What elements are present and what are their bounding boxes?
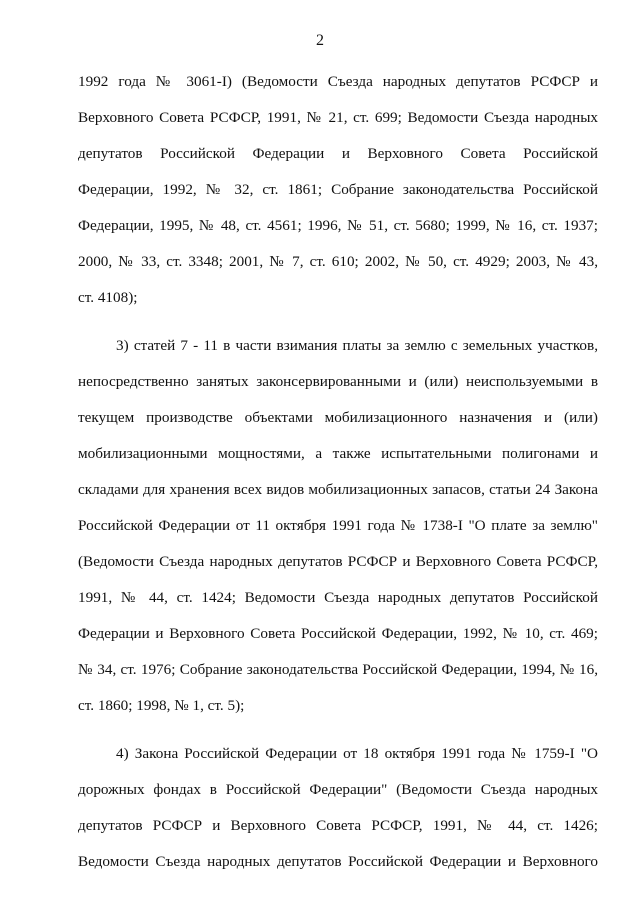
paragraph-continuation [78,64,598,316]
text-line: депутатов РСФСР и Верховного Совета РСФСР, 1991, № 44, ст. 1426; [78,817,598,834]
text-line: Верховного Совета РСФСР, 1991, № 21, ст. 699; Ведомости Съезда народных [78,109,598,126]
text-line: депутатов Российской Федерации и Верховного Совета Российской [78,145,598,162]
text-line: текущем производстве объектами мобилизационного назначения и (или) [78,409,598,426]
text-line: Федерации и Верховного Совета Российской Федерации, 1992, № 10, ст. 469; [78,625,598,642]
text-line: дорожных фондах в Российской Федерации" (Ведомости Съезда народных [78,781,598,798]
text-line: № 34, ст. 1976; Собрание законодательства Российской Федерации, 1994, № 16, [78,661,598,678]
text-line: 3) статей 7 - 11 в части взимания платы за землю с земельных участков, [116,337,598,354]
text-line: 2000, № 33, ст. 3348; 2001, № 7, ст. 610; 2002, № 50, ст. 4929; 2003, № 43, [78,253,598,270]
text-line: (Ведомости Съезда народных депутатов РСФСР и Верховного Совета РСФСР, [78,553,598,570]
text-line: ст. 1860; 1998, № 1, ст. 5); [78,697,245,714]
text-line: 1991, № 44, ст. 1424; Ведомости Съезда народных депутатов Российской [78,589,598,606]
paragraph-item-3 [78,328,598,724]
text-line: мобилизационными мощностями, а также испытательными полигонами и [78,445,598,462]
text-line: складами для хранения всех видов мобилизационных запасов, статьи 24 Закона [78,481,598,498]
document-body [78,64,598,880]
text-line: Ведомости Съезда народных депутатов Российской Федерации и Верховного [78,853,598,870]
text-line: Федерации, 1995, № 48, ст. 4561; 1996, № 51, ст. 5680; 1999, № 16, ст. 1937; [78,217,598,234]
text-line: непосредственно занятых законсервированными и (или) неиспользуемыми в [78,373,598,390]
text-line: ст. 4108); [78,289,138,306]
paragraph-item-4 [78,736,598,880]
text-line: Российской Федерации от 11 октября 1991 года № 1738-I "О плате за землю" [78,517,598,534]
text-line: 1992 года № 3061-I) (Ведомости Съезда народных депутатов РСФСР и [78,73,598,90]
text-line: Федерации, 1992, № 32, ст. 1861; Собрание законодательства Российской [78,181,598,198]
page-number: 2 [316,32,324,49]
text-line: 4) Закона Российской Федерации от 18 октября 1991 года № 1759-I "О [116,745,598,762]
